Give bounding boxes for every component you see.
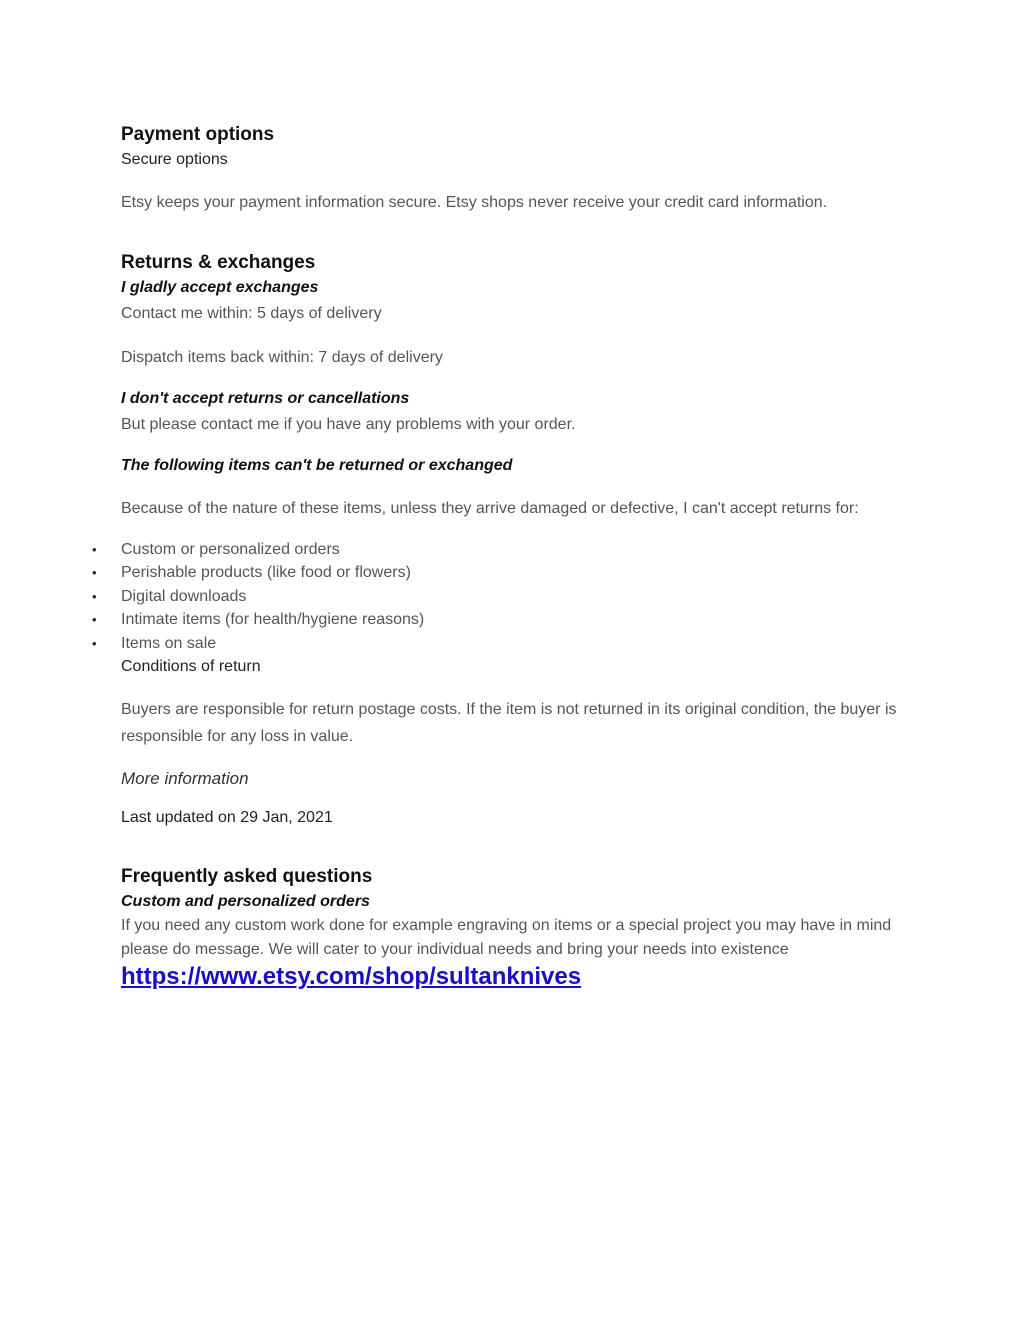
shop-link[interactable]: https://www.etsy.com/shop/sultanknives — [121, 963, 582, 991]
no-returns-text: But please contact me if you have any problems with your order. — [121, 416, 576, 433]
bullet-icon: • — [92, 635, 97, 651]
dispatch-within-text: Dispatch items back within: 7 days of delivery — [121, 349, 443, 366]
bullet-icon: • — [92, 612, 97, 628]
exchanges-accepted-title: I gladly accept exchanges — [121, 279, 319, 296]
list-item: • Digital downloads — [121, 585, 911, 608]
excluded-items-intro: Because of the nature of these items, unless they arrive damaged or defective, I can't accept returns for: — [121, 500, 859, 517]
no-returns-title: I don't accept returns or cancellations — [121, 390, 410, 407]
payment-options-heading: Payment options — [121, 124, 275, 145]
excluded-items-title: The following items can't be returned or exchanged — [121, 457, 513, 474]
faq-heading: Frequently asked questions — [121, 866, 373, 888]
conditions-of-return-text: Buyers are responsible for return postage costs. If the item is not returned in its original condition, the buyer is responsible for any loss in value. — [121, 701, 897, 746]
list-item: • Custom or personalized orders — [121, 538, 911, 561]
conditions-of-return-title: Conditions of return — [121, 658, 261, 676]
contact-within-text: Contact me within: 5 days of delivery — [121, 305, 382, 322]
last-updated-text: Last updated on 29 Jan, 2021 — [121, 809, 333, 827]
list-item: • Intimate items (for health/hygiene reasons) — [121, 608, 911, 631]
more-information-label: More information — [121, 769, 249, 789]
list-item: • Items on sale — [121, 632, 911, 655]
policy-document — [92, 122, 911, 993]
custom-orders-text: If you need any custom work done for example engraving on items or a special project you may have in mind please do message. We will cater to your individual needs and bring your needs into existence — [121, 917, 892, 958]
returns-exchanges-heading: Returns & exchanges — [121, 252, 316, 273]
secure-options-subheading: Secure options — [121, 151, 228, 168]
payment-security-text: Etsy keeps your payment information secure. Etsy shops never receive your credit card information. — [121, 194, 828, 211]
bullet-icon: • — [92, 542, 97, 557]
custom-orders-title: Custom and personalized orders — [121, 893, 370, 911]
bullet-icon: • — [92, 565, 97, 581]
excluded-items-list — [92, 538, 911, 655]
bullet-icon: • — [92, 588, 97, 604]
list-item: • Perishable products (like food or flowers) — [121, 561, 911, 584]
